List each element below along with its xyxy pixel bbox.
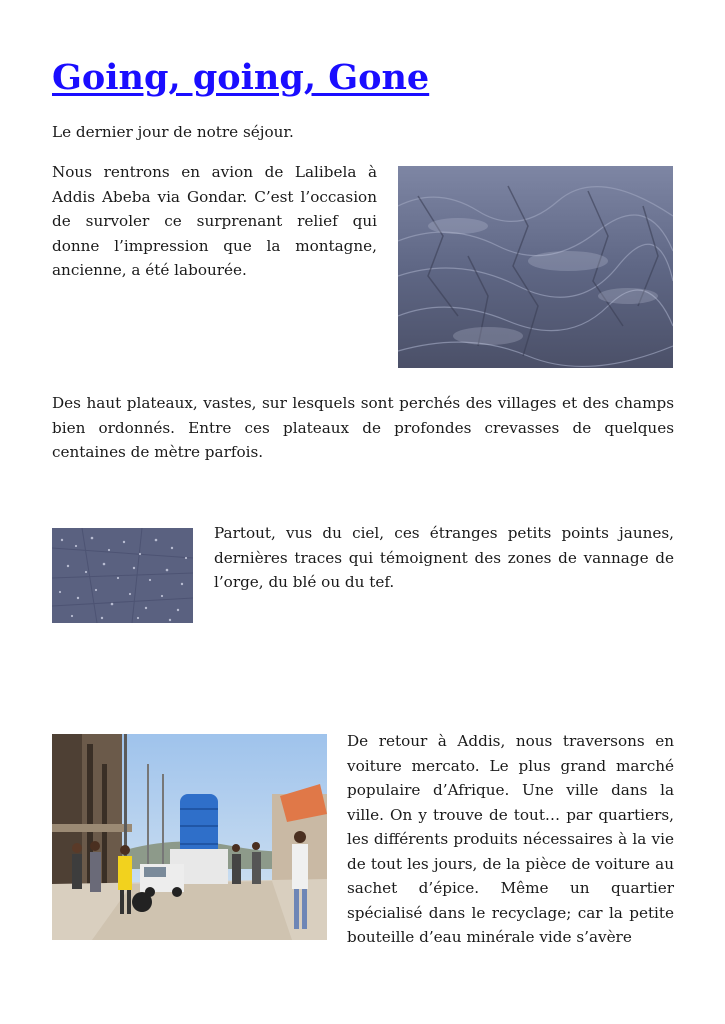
paragraph-1: Nous rentrons en avion de Lalibela à Addis Abeba via Gondar. C’est l’occasion de survoler ce surprenant relief qui donne l’impression que la montagne, ancienne, a été labourée. — [52, 163, 377, 279]
paragraph-2-block — [52, 391, 674, 465]
intro-paragraph: Le dernier jour de notre séjour. — [52, 123, 294, 141]
paragraph-2: Des haut plateaux, vastes, sur lesquels sont perchés des villages et des champs bien ordonnés. Entre ces plateaux de profondes crevasses de quelques centaines de mètre parfois. — [52, 394, 674, 461]
paragraph-3: Partout, vus du ciel, ces étranges petits points jaunes, dernières traces qui témoignent des zones de vannage de l’orge, du blé ou du tef. — [214, 524, 674, 591]
paragraph-4-block — [347, 729, 674, 950]
paragraph-4: De retour à Addis, nous traversons en voiture mercato. Le plus grand marché populaire d’Afrique. Une ville dans la ville. On y trouve de tout… par quartiers, les différents produits nécessaires à la vie de tout les jours, de la pièce de voiture au sachet d’épice. Même un quartier spécialisé dans le recyclage; car la petite bouteille d’eau minérale vide s’avère — [347, 732, 674, 946]
intro-block — [52, 120, 674, 145]
market-street-photo — [52, 734, 327, 940]
aerial-mountains-photo — [398, 166, 673, 368]
post-title — [52, 56, 429, 100]
post-title-link[interactable]: Going, going, Gone — [52, 57, 430, 98]
paragraph-3-block — [214, 521, 674, 595]
paragraph-1-block — [52, 160, 377, 283]
aerial-fields-photo — [52, 528, 193, 623]
